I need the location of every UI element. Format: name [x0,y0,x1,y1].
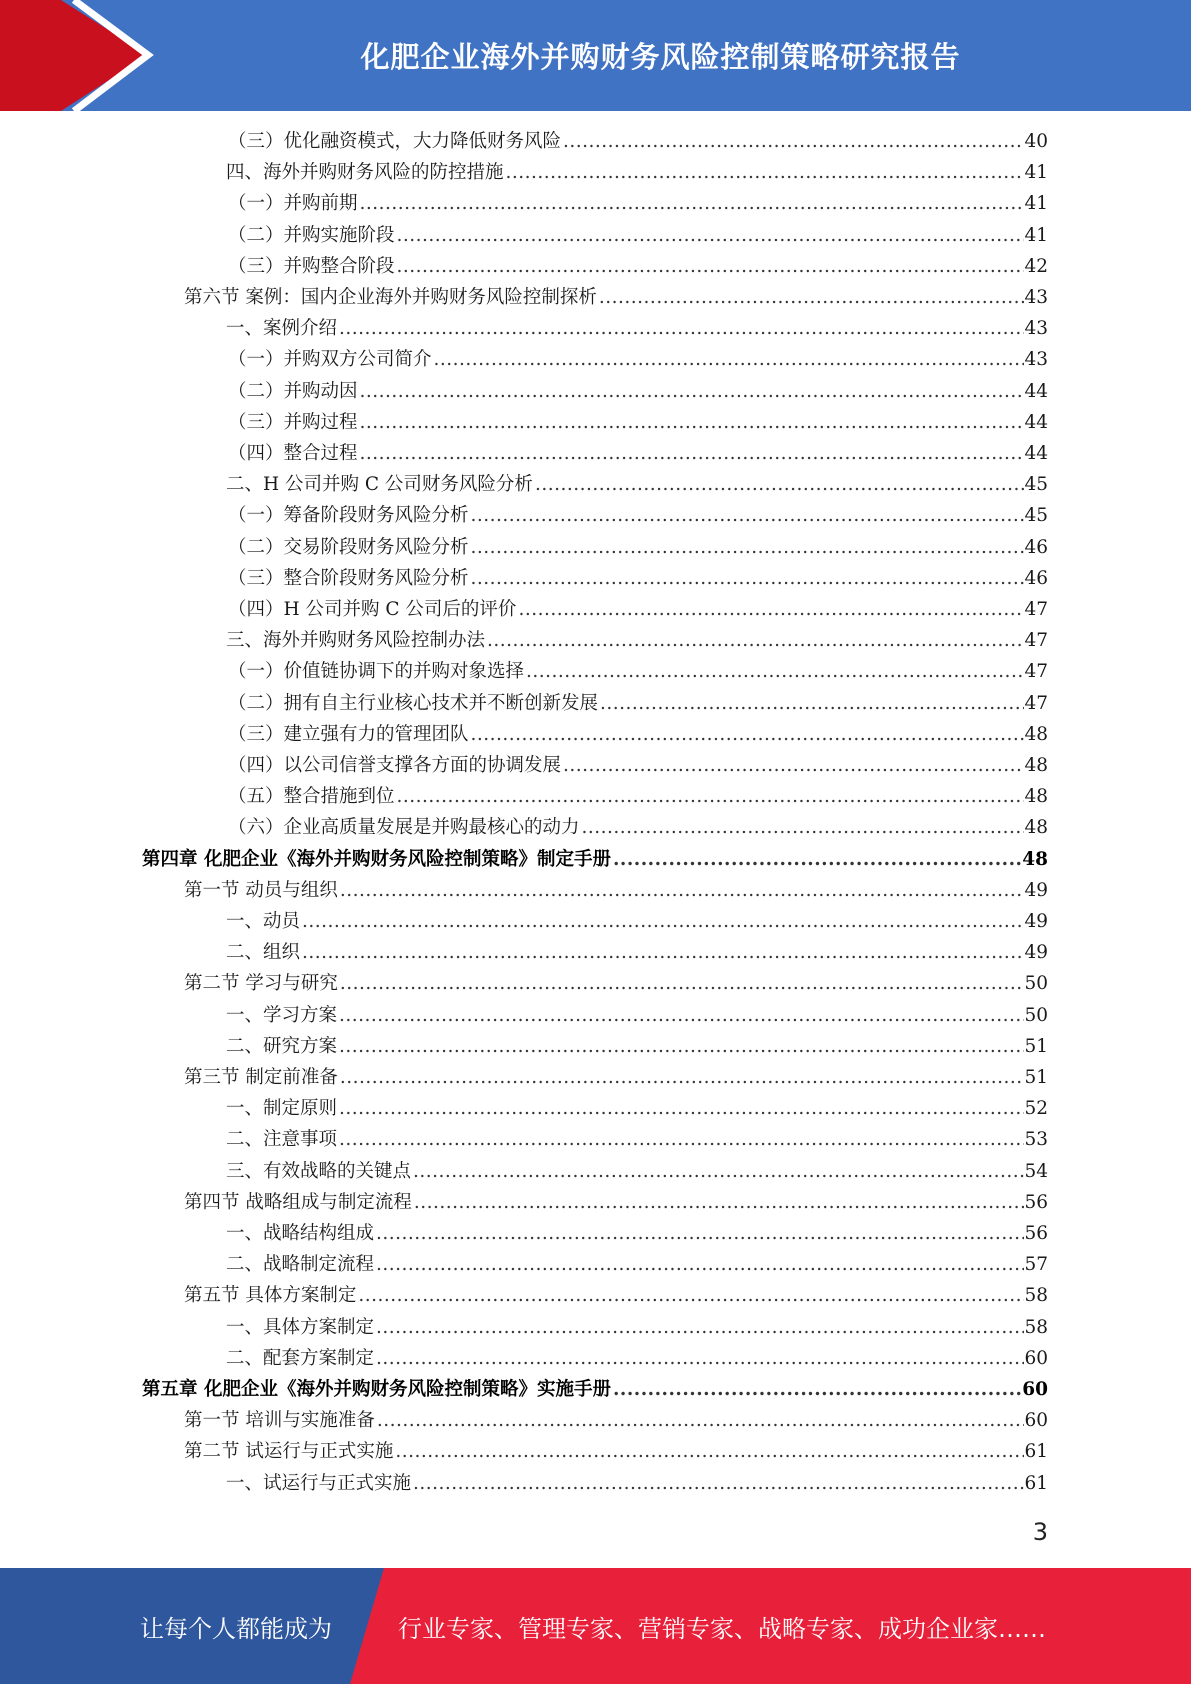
toc-entry[interactable] [184,1436,1048,1467]
toc-entry-title: （一）价值链协调下的并购对象选择 [228,661,525,683]
toc-entry-title: 一、试运行与正式实施 [226,1472,412,1494]
toc-dot-leader [376,1343,1024,1374]
toc-entry-title: 三、有效战略的关键点 [226,1160,412,1182]
toc-entry-title: （二）并购实施阶段 [228,224,395,246]
toc-entry-page: 58 [1024,1316,1048,1338]
toc-entry-page: 47 [1024,661,1048,683]
toc-entry-title: （五）整合措施到位 [228,786,395,808]
toc-entry-page: 45 [1024,474,1048,496]
footer-slogan-right: 行业专家、管理专家、营销专家、战略专家、成功企业家…… [398,1614,1046,1643]
toc-entry-title: 第三节 制定前准备 [184,1067,338,1088]
toc-entry-title: 二、组织 [226,942,301,964]
toc-entry-page: 56 [1024,1223,1048,1244]
toc-entry-title: （三）并购整合阶段 [228,255,395,277]
toc-entry-page: 47 [1024,599,1048,620]
toc-dot-leader [360,407,1025,438]
toc-entry[interactable] [228,781,1048,812]
toc-dot-leader [599,282,1025,313]
toc-entry-page: 52 [1024,1098,1048,1120]
toc-entry-title: （四）H 公司并购 C 公司后的评价 [228,599,517,620]
toc-dot-leader [600,688,1024,719]
toc-entry[interactable] [228,344,1048,375]
toc-entry-title: 第五节 具体方案制定 [184,1285,357,1307]
toc-entry-page: 49 [1024,942,1048,964]
toc-entry-title: （三）优化融资模式，大力降低财务风险 [228,131,562,152]
toc-dot-leader [358,1280,1024,1311]
toc-entry-title: 第四章 化肥企业《海外并购财务风险控制策略》制定手册 [142,848,611,870]
toc-entry-page: 43 [1024,349,1048,371]
toc-entry[interactable] [226,157,1048,188]
toc-entry-title: 第一节 培训与实施准备 [184,1410,375,1432]
toc-entry-title: 第五章 化肥企业《海外并购财务风险控制策略》实施手册 [142,1379,611,1400]
page-number: 3 [1032,1518,1048,1546]
toc-entry[interactable] [228,812,1048,843]
toc-dot-leader [340,1062,1025,1093]
toc-entry-title: （二）并购动因 [228,380,358,402]
toc-entry[interactable] [184,1405,1048,1436]
toc-entry-page: 60 [1022,1379,1048,1400]
toc-dot-leader [395,1436,1024,1467]
toc-entry-page: 56 [1024,1191,1048,1213]
toc-entry-title: （一）筹备阶段财务风险分析 [228,505,469,527]
toc-dot-leader [563,750,1024,781]
toc-entry-page: 50 [1024,973,1048,995]
toc-entry-page: 48 [1022,848,1048,870]
page-header [0,0,1191,111]
toc-entry[interactable] [228,750,1048,781]
toc-entry-page: 41 [1024,162,1048,184]
toc-entry-title: 一、案例介绍 [226,318,338,340]
toc-entry-title: 一、动员 [226,911,301,932]
toc-dot-leader [339,1000,1024,1031]
toc-dot-leader [471,532,1025,563]
toc-entry-title: 一、制定原则 [226,1098,338,1120]
toc-entry[interactable] [226,1000,1048,1031]
toc-entry-title: （三）整合阶段财务风险分析 [228,567,469,589]
toc-dot-leader [340,875,1025,906]
toc-dot-leader [376,1312,1024,1343]
toc-entry[interactable] [184,1062,1048,1093]
toc-entry[interactable] [226,1343,1048,1374]
toc-entry-page: 44 [1024,380,1048,402]
toc-dot-leader [563,126,1024,157]
toc-entry-title: 二、研究方案 [226,1035,338,1057]
toc-entry[interactable] [228,251,1048,282]
toc-entry-page: 43 [1024,318,1048,340]
toc-entry-page: 49 [1024,879,1048,901]
report-title: 化肥企业海外并购财务风险控制策略研究报告 [360,40,961,74]
toc-entry-page: 41 [1024,193,1048,215]
toc-entry-title: （一）并购双方公司简介 [228,349,432,371]
toc-dot-leader [518,594,1024,625]
toc-entry[interactable] [228,500,1048,531]
toc-entry[interactable] [142,1374,1048,1405]
toc-entry-page: 47 [1024,692,1048,714]
toc-dot-leader [471,563,1025,594]
toc-entry-page: 47 [1024,630,1048,652]
toc-entry-page: 51 [1024,1035,1048,1057]
toc-dot-leader [360,376,1025,407]
toc-entry[interactable] [226,1093,1048,1124]
toc-entry-page: 41 [1024,224,1048,246]
toc-dot-leader [377,1405,1025,1436]
toc-dot-leader [413,1156,1024,1187]
toc-entry[interactable] [226,1312,1048,1343]
toc-dot-leader [414,1187,1025,1218]
toc-entry[interactable] [228,188,1048,219]
toc-entry-page: 49 [1024,911,1048,932]
footer-slogan-left: 让每个人都能成为 [140,1614,332,1643]
toc-entry[interactable] [142,844,1048,875]
toc-dot-leader [397,220,1025,251]
toc-entry-page: 61 [1024,1441,1048,1463]
toc-dot-leader [339,1124,1024,1155]
toc-dot-leader [535,469,1025,500]
toc-dot-leader [613,844,1022,875]
toc-dot-leader [302,906,1024,937]
toc-entry[interactable] [226,1218,1048,1249]
toc-entry[interactable] [226,1031,1048,1062]
toc-dot-leader [302,937,1024,968]
toc-entry-title: 二、H 公司并购 C 公司财务风险分析 [226,474,533,496]
toc-dot-leader [339,313,1024,344]
toc-dot-leader [434,344,1025,375]
toc-entry-title: 第二节 学习与研究 [184,973,338,995]
toc-entry-page: 61 [1024,1472,1048,1494]
toc-dot-leader [376,1218,1024,1249]
toc-entry-page: 44 [1024,443,1048,464]
toc-entry[interactable] [228,594,1048,625]
toc-entry-title: 二、注意事项 [226,1129,338,1151]
toc-entry-page: 48 [1024,723,1048,745]
toc-entry[interactable] [184,968,1048,999]
toc-entry[interactable] [184,1280,1048,1311]
toc-dot-leader [360,188,1025,219]
toc-dot-leader [339,1093,1024,1124]
toc-entry-title: （二）拥有自主行业核心技术并不断创新发展 [228,692,599,714]
toc-entry[interactable] [226,906,1048,937]
toc-entry-title: （二）交易阶段财务风险分析 [228,536,469,558]
toc-entry-title: （三）建立强有力的管理团队 [228,723,469,745]
toc-entry-page: 54 [1024,1160,1048,1182]
toc-dot-leader [613,1374,1022,1405]
toc-entry-title: 二、战略制定流程 [226,1254,375,1276]
toc-entry-title: 三、海外并购财务风险控制办法 [226,630,486,652]
toc-entry-page: 51 [1024,1067,1048,1088]
toc-entry-title: （六）企业高质量发展是并购最核心的动力 [228,817,580,839]
toc-entry[interactable] [184,282,1048,313]
toc-entry[interactable] [226,937,1048,968]
toc-entry-page: 46 [1024,567,1048,589]
toc-entry-title: 二、配套方案制定 [226,1347,375,1369]
toc-entry-page: 57 [1024,1254,1048,1276]
toc-entry[interactable] [226,313,1048,344]
toc-entry-page: 50 [1024,1004,1048,1026]
toc-entry-page: 48 [1024,817,1048,839]
toc-entry-title: 第一节 动员与组织 [184,879,338,901]
toc-dot-leader [397,781,1025,812]
toc-dot-leader [340,968,1025,999]
toc-entry[interactable] [228,220,1048,251]
toc-dot-leader [471,719,1025,750]
toc-entry[interactable] [228,688,1048,719]
toc-dot-leader [376,1249,1024,1280]
toc-entry-title: （三）并购过程 [228,411,358,433]
toc-entry-title: 第六节 案例：国内企业海外并购财务风险控制探析 [184,287,597,308]
toc-entry-title: 一、具体方案制定 [226,1316,375,1338]
toc-dot-leader [506,157,1025,188]
toc-entry-page: 60 [1024,1347,1048,1369]
toc-dot-leader [487,625,1024,656]
toc-entry-title: （四）以公司信誉支撑各方面的协调发展 [228,755,562,776]
toc-entry-page: 42 [1024,255,1048,277]
page-footer [0,1568,1191,1684]
toc-entry-title: 四、海外并购财务风险的防控措施 [226,162,504,184]
toc-entry[interactable] [228,563,1048,594]
toc-dot-leader [360,438,1025,469]
toc-entry-page: 48 [1024,786,1048,808]
toc-dot-leader [339,1031,1024,1062]
toc-entry[interactable] [228,656,1048,687]
toc-entry-title: 第四节 战略组成与制定流程 [184,1191,412,1213]
toc-entry-title: （一）并购前期 [228,193,358,215]
toc-entry[interactable] [228,532,1048,563]
toc-entry-page: 48 [1024,755,1048,776]
toc-entry-title: （四）整合过程 [228,443,358,464]
toc-entry[interactable] [226,625,1048,656]
toc-dot-leader [582,812,1025,843]
toc-entry[interactable] [226,469,1048,500]
toc-entry-page: 53 [1024,1129,1048,1151]
toc-dot-leader [526,656,1024,687]
toc-entry[interactable] [228,438,1048,469]
toc-entry[interactable] [228,376,1048,407]
toc-entry-title: 第二节 试运行与正式实施 [184,1441,394,1463]
toc-entry[interactable] [226,1468,1048,1499]
toc-dot-leader [471,500,1025,531]
toc-entry[interactable] [184,875,1048,906]
toc-entry-title: 一、战略结构组成 [226,1223,375,1244]
toc-entry-page: 40 [1024,131,1048,152]
toc-entry-page: 46 [1024,536,1048,558]
toc-entry[interactable] [228,407,1048,438]
toc-entry[interactable] [228,126,1048,157]
toc-entry[interactable] [184,1187,1048,1218]
toc-dot-leader [413,1468,1024,1499]
toc-entry-page: 43 [1024,287,1048,308]
toc-entry-page: 60 [1024,1410,1048,1432]
toc-entry-title: 一、学习方案 [226,1004,338,1026]
toc-entry[interactable] [226,1156,1048,1187]
toc-entry[interactable] [226,1249,1048,1280]
toc-entry-page: 58 [1024,1285,1048,1307]
toc-entry-page: 45 [1024,505,1048,527]
toc-entry[interactable] [226,1124,1048,1155]
toc-entry-page: 44 [1024,411,1048,433]
toc-dot-leader [397,251,1025,282]
toc-entry[interactable] [228,719,1048,750]
